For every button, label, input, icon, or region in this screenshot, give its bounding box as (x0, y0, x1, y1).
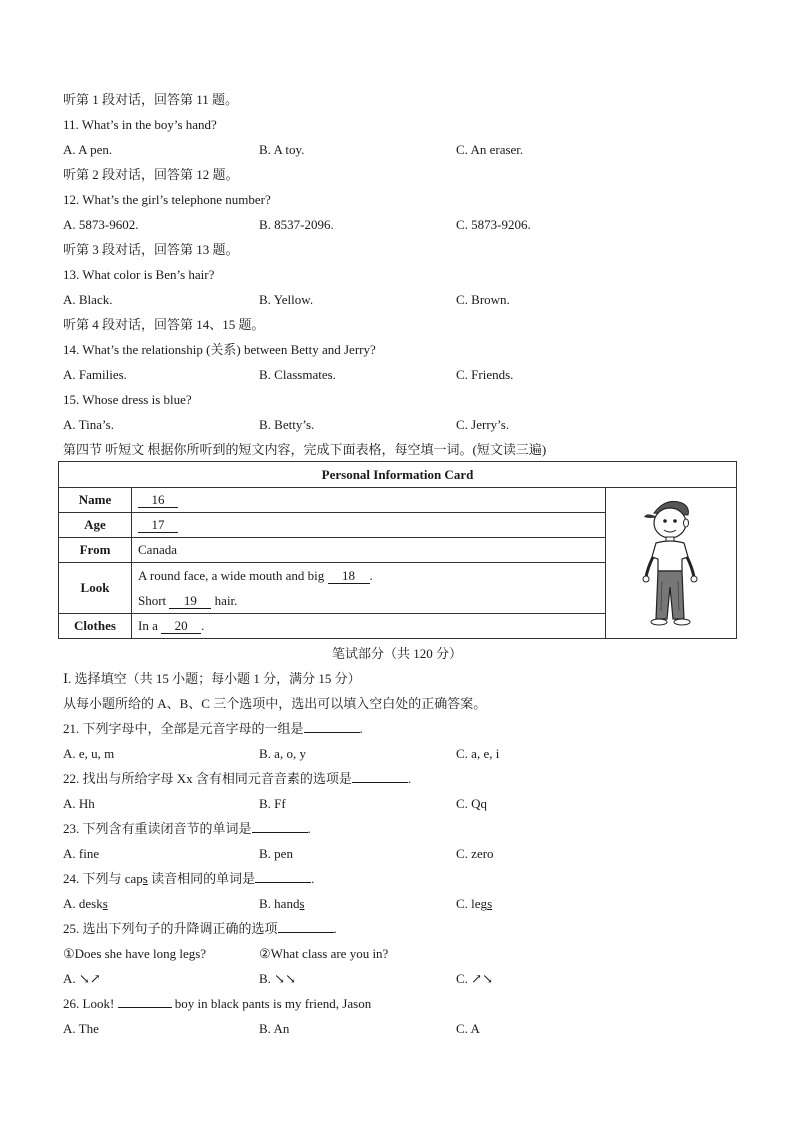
clothes-end: . (201, 618, 205, 633)
q24-underlined-s: s (142, 871, 148, 886)
q21-blank[interactable] (304, 732, 360, 733)
q26-option-c: C. A (456, 1021, 480, 1036)
blank-17[interactable]: 17 (138, 518, 178, 533)
q21-end: . (359, 721, 363, 736)
q24-option-a: A. desks (63, 896, 108, 911)
q12-option-a: A. 5873-9602. (63, 217, 139, 232)
q15-option-c: C. Jerry’s. (456, 417, 510, 432)
personal-information-card (58, 461, 737, 639)
q14-intro: 听第 4 段对话，回答第 14、15 题。 (63, 317, 265, 332)
q24-text-pre: 24. 下列与 cap (63, 871, 143, 886)
q24-end: . (311, 871, 315, 886)
q14-option-b: B. Classmates. (259, 367, 336, 382)
look-cell (132, 563, 606, 614)
part1-heading: Ⅰ. 选择填空（共 15 小题；每小题 1 分，满分 15 分） (63, 671, 361, 686)
q25-option-b: B. ↘↘ (259, 971, 296, 986)
look-line2-text: Short (138, 593, 170, 608)
q25-text: 25. 选出下列句子的升降调正确的选项 (63, 921, 278, 936)
q12-option-c: C. 5873-9206. (456, 217, 531, 232)
look-line2-end: hair. (211, 593, 238, 608)
name-label: Name (59, 488, 132, 513)
q22-blank[interactable] (352, 782, 408, 783)
q25-sentence-2: ②What class are you in? (259, 946, 389, 961)
q23-option-b: B. pen (259, 846, 293, 861)
q15-option-a: A. Tina’s. (63, 417, 114, 432)
q26-blank[interactable] (118, 1007, 172, 1008)
q11-stem: 11. What’s in the boy’s hand? (63, 117, 217, 132)
q22-end: . (407, 771, 412, 786)
card-title: Personal Information Card (59, 462, 737, 488)
boy-illustration (606, 488, 737, 639)
q11-intro: 听第 1 段对话，回答第 11 题。 (63, 92, 239, 107)
clothes-label: Clothes (59, 614, 132, 639)
q12-option-b: B. 8537-2096. (259, 217, 334, 232)
q22-text: 22. 找出与所给字母 Xx 含有相同元音音素的选项是 (63, 771, 352, 786)
q22-option-a: A. Hh (63, 796, 95, 811)
look-line1-text: A round face, a wide mouth and big (138, 568, 328, 583)
q24-text-post: 读音相同的单词是 (147, 871, 256, 886)
q24-blank[interactable] (255, 882, 311, 883)
q22-stem (63, 770, 411, 788)
q26-stem (63, 995, 371, 1013)
written-section-title: 笔试部分（共 120 分） (331, 646, 462, 661)
q15-option-b: B. Betty’s. (259, 417, 315, 432)
q24-option-b: B. hands (259, 896, 305, 911)
q15-stem: 15. Whose dress is blue? (63, 392, 192, 407)
q21-option-b: B. a, o, y (259, 746, 306, 761)
q25-option-c: C. ↗↘ (456, 971, 493, 986)
q14-option-a: A. Families. (63, 367, 127, 382)
q14-option-c: C. Friends. (456, 367, 514, 382)
q23-option-a: A. fine (63, 846, 100, 861)
q23-text: 23. 下列含有重读闭音节的单词是 (63, 821, 252, 836)
from-label: From (59, 538, 132, 563)
blank-18[interactable]: 18 (328, 569, 370, 584)
part1-instruction: 从每小题所给的 A、B、C 三个选项中，选出可以填入空白处的正确答案。 (63, 696, 487, 711)
q26-option-a: A. The (63, 1021, 99, 1036)
from-value: Canada (132, 538, 606, 563)
age-cell (132, 513, 606, 538)
q12-intro: 听第 2 段对话，回答第 12 题。 (63, 167, 239, 182)
blank-20[interactable]: 20 (161, 619, 201, 634)
q25-end: . (333, 921, 337, 936)
q13-stem: 13. What color is Ben’s hair? (63, 267, 215, 282)
q13-intro: 听第 3 段对话，回答第 13 题。 (63, 242, 239, 257)
boy-cartoon-icon (636, 491, 706, 631)
q26-option-b: B. An (259, 1021, 290, 1036)
name-cell (132, 488, 606, 513)
q21-text: 21. 下列字母中，全部是元音字母的一组是 (63, 721, 304, 736)
q23-end: . (307, 821, 311, 836)
q23-option-c: C. zero (456, 846, 494, 861)
look-line1-end: . (369, 568, 373, 583)
blank-16[interactable]: 16 (138, 493, 178, 508)
q23-blank[interactable] (252, 832, 308, 833)
blank-19[interactable]: 19 (169, 594, 211, 609)
q13-option-b: B. Yellow. (259, 292, 314, 307)
look-label: Look (59, 563, 132, 614)
q26-text-post: boy in black pants is my friend, Jason (171, 996, 372, 1011)
q11-option-b: B. A toy. (259, 142, 305, 157)
q21-stem (63, 720, 363, 738)
q25-option-a: A. ↘↗ (63, 971, 101, 986)
q14-stem: 14. What’s the relationship (关系) between Betty and Jerry? (63, 342, 376, 357)
q21-option-c: C. a, e, i (456, 746, 500, 761)
q22-option-c: C. Qq (456, 796, 488, 811)
q21-option-a: A. e, u, m (63, 746, 115, 761)
q22-option-b: B. Ff (259, 796, 286, 811)
q24-stem (63, 870, 314, 888)
q26-text-pre: 26. Look! (63, 996, 118, 1011)
q13-option-c: C. Brown. (456, 292, 510, 307)
clothes-text: In a (138, 618, 162, 633)
q12-stem: 12. What’s the girl’s telephone number? (63, 192, 271, 207)
q11-option-a: A. A pen. (63, 142, 113, 157)
q24-option-c: C. legs (456, 896, 493, 911)
q13-option-a: A. Black. (63, 292, 113, 307)
q25-stem (63, 920, 337, 938)
section4-heading: 第四节 听短文 根据你所听到的短文内容，完成下面表格，每空填一词。(短文读三遍) (63, 442, 547, 457)
q25-blank[interactable] (278, 932, 334, 933)
q23-stem (63, 820, 311, 838)
q25-sentence-1: ①Does she have long legs? (63, 946, 207, 961)
clothes-cell (132, 614, 606, 639)
q11-option-c: C. An eraser. (456, 142, 524, 157)
age-label: Age (59, 513, 132, 538)
